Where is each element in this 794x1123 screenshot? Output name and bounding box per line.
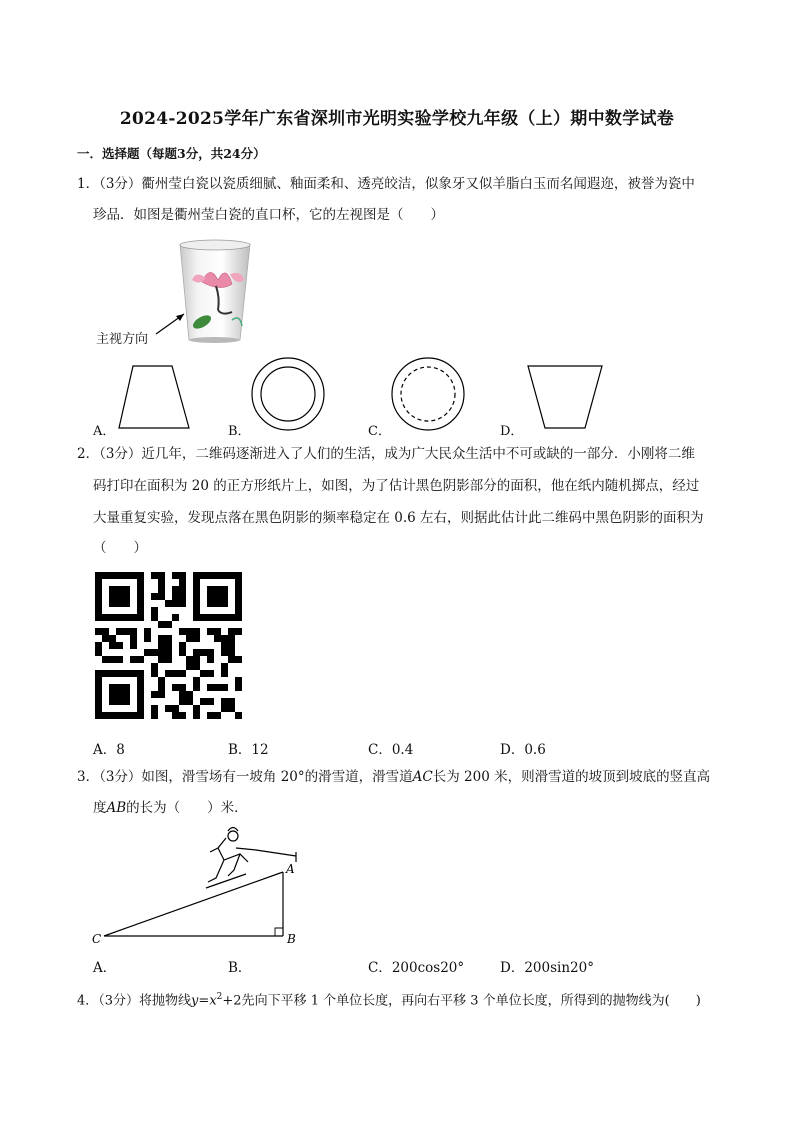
page-title: 2024-2025学年广东省深圳市光明实验学校九年级（上）期中数学试卷 bbox=[119, 109, 675, 129]
q3-text-line-2 bbox=[93, 798, 248, 818]
q1-text-line-2: 珍品．如图是衢州莹白瓷的直口杯，它的左视图是（ ） bbox=[93, 207, 444, 223]
point-c-label: C bbox=[92, 932, 102, 946]
porcelain-cup-figure bbox=[92, 234, 282, 354]
q2-text-line-4: （ ） bbox=[93, 540, 147, 556]
q4-text-line-1 bbox=[77, 987, 701, 1011]
q4-eq-x: x bbox=[209, 993, 217, 1009]
option-b-ring-figure bbox=[250, 356, 330, 432]
q4-part-b: 先向下平移 1 个单位长度，再向右平移 3 个单位长度，所得到的抛物线为( ) bbox=[241, 993, 701, 1009]
point-b-label: B bbox=[287, 932, 296, 946]
option-d-inverted-trapezoid-figure bbox=[525, 360, 605, 432]
view-direction-label: 主视方向 bbox=[96, 332, 149, 347]
q3-line-1-part-a: 3．（3分）如图，滑雪场有一坡角 20°的滑雪道，滑雪道 bbox=[77, 769, 413, 785]
q1-option-a[interactable]: A． bbox=[93, 424, 116, 439]
q4-eq-constant: +2 bbox=[222, 993, 242, 1009]
q2-option-c[interactable]: C．0.4 bbox=[368, 742, 414, 758]
q3-var-ac: AC bbox=[412, 769, 433, 785]
q2-text-line-2: 码打印在面积为 20 的正方形纸片上，如图，为了估计黑色阴影部分的面积，他在纸内随机掷点，经过 bbox=[93, 478, 700, 494]
q3-option-c[interactable]: C．200cos20° bbox=[368, 960, 465, 976]
q2-option-b[interactable]: B．12 bbox=[228, 742, 269, 758]
point-a-label: A bbox=[286, 862, 295, 876]
q2-text-line-1: 2．（3分）近几年，二维码逐渐进入了人们的生活，成为广大民众生活中不可或缺的一部分．小刚将二维 bbox=[77, 446, 695, 462]
qr-code-figure bbox=[95, 572, 242, 719]
q1-text-line-1: 1．（3分）衢州莹白瓷以瓷质细腻、釉面柔和、透亮皎洁，似象牙又似羊脂白玉而名闻遐迩，被誉为瓷中 bbox=[77, 176, 695, 192]
q3-var-ab: AB bbox=[106, 800, 127, 816]
q3-line-2-part-b: 的长为（ ）米． bbox=[126, 800, 248, 816]
q3-line-1-part-b: 长为 200 米，则滑雪道的坡顶到坡底的竖直高 bbox=[432, 769, 711, 785]
q2-option-d[interactable]: D．0.6 bbox=[500, 742, 546, 758]
option-c-dashed-ring-figure bbox=[390, 356, 470, 432]
q2-option-a[interactable]: A．8 bbox=[93, 742, 125, 758]
q4-part-a: 4．（3分）将抛物线 bbox=[77, 993, 192, 1009]
q3-line-2-part-a: 度 bbox=[93, 800, 107, 816]
q4-eq-exponent: 2 bbox=[216, 992, 223, 1002]
q2-text-line-3: 大量重复实验，发现点落在黑色阴影的频率稳定在 0.6 左右，则据此估计此二维码中黑色阴影的面积为 bbox=[93, 510, 704, 526]
ski-slope-figure bbox=[88, 826, 318, 946]
q4-eq-y: y bbox=[191, 993, 199, 1009]
q1-option-c[interactable]: C． bbox=[368, 424, 391, 439]
section-heading: 一．选择题（每题3分，共24分） bbox=[77, 146, 266, 161]
q1-option-d[interactable]: D． bbox=[500, 424, 524, 439]
q3-option-b[interactable]: B． bbox=[228, 960, 252, 976]
q3-option-a[interactable]: A． bbox=[93, 960, 117, 976]
option-a-trapezoid-figure bbox=[115, 360, 195, 432]
q1-option-b[interactable]: B． bbox=[228, 424, 251, 439]
q3-option-d[interactable]: D．200sin20° bbox=[500, 960, 594, 976]
q3-text-line-1 bbox=[77, 767, 710, 787]
q4-eq-equals: = bbox=[198, 993, 210, 1009]
